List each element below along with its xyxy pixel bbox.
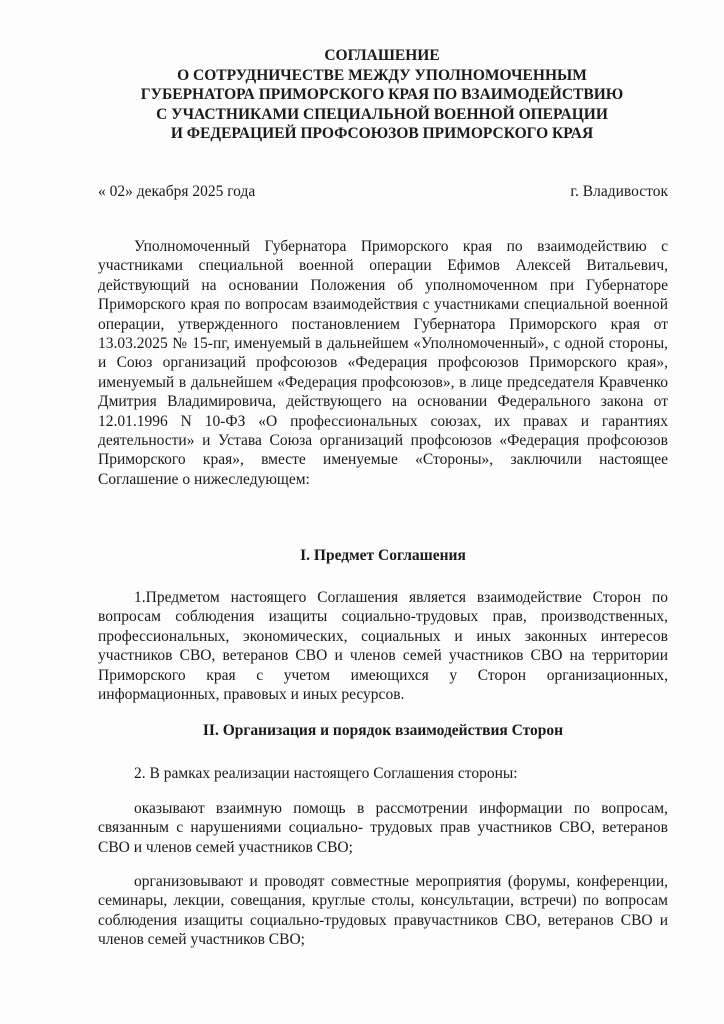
title-line-3: ГУБЕРНАТОРА ПРИМОРСКОГО КРАЯ ПО ВЗАИМОДЕЙСТВИЮ (140, 86, 624, 103)
agreement-date: « 02» декабря 2025 года (98, 183, 256, 200)
agreement-place: г. Владивосток (570, 183, 668, 200)
section-2-paragraph-4: организовывают и проводят совместные мероприятия (форумы, конференции, семинары, лекции, совещания, круглые столы, консультации, встречи) по вопросам соблюдения изащиты социально-трудовых правучастников СВО, ветеранов СВО и членов семей участников СВО; (98, 873, 668, 949)
document-title (60, 46, 704, 144)
dateline (98, 182, 668, 201)
section-2-paragraph-3: оказывают взаимную помощь в рассмотрении информации по вопросам, связанным с нарушениями социально- трудовых прав участников СВО, ветеранов СВО и членов семей участников СВО; (98, 800, 668, 856)
title-line-4: С УЧАСТНИКАМИ СПЕЦИАЛЬНОЙ ВОЕННОЙ ОПЕРАЦИИ (156, 105, 608, 123)
section-2-paragraph-2: 2. В рамках реализации настоящего Соглашения стороны: (134, 765, 518, 782)
title-line-5: И ФЕДЕРАЦИЕЙ ПРОФСОЮЗОВ ПРИМОРСКОГО КРАЯ (170, 125, 594, 142)
section-1-paragraph-1: 1.Предметом настоящего Соглашения является взаимодействие Сторон по вопросам соблюдения изащиты социально-трудовых прав, производственных, профессиональных, экономических, социальных и иных законных интересов участников СВО, ветеранов СВО и членов семей участников СВО на территории Приморского края с учетом имеющихся у Сторон организационных, информационных, правовых и иных ресурсов. (98, 589, 668, 704)
section-1-heading: I. Предмет Соглашения (300, 547, 466, 564)
title-line-1: СОГЛАШЕНИЕ (324, 47, 440, 64)
section-2-heading: II. Организация и порядок взаимодействия Сторон (202, 722, 564, 739)
preamble-paragraph: Уполномоченный Губернатора Приморского края по взаимодействию с участниками специальной военной операции Ефимов Алексей Витальевич, действующий на основании Положения об уполномоченном при Губернаторе Приморского края по вопросам взаимодействия с участниками специальной военной операции, утвержденного постановлением Губернатора Приморского края от 13.03.2025 № 15-пг, именуемый в дальнейшем «Уполномоченный», с одной стороны, и Союз организаций профсоюзов «Федерация профсоюзов Приморского края», именуемый в дальнейшем «Федерация профсоюзов», в лице председателя Кравченко Дмитрия Владимировича, действующего на основании Федерального закона от 12.01.1996 N 10-ФЗ «О профессиональных союзах, их правах и гарантиях деятельности» и Устава Союза организаций профсоюзов «Федерация профсоюзов Приморского края», вместе именуемые «Стороны», заключили настоящее Соглашение о нижеследующем: (98, 238, 668, 488)
title-line-2: О СОТРУДНИЧЕСТВЕ МЕЖДУ УПОЛНОМОЧЕННЫМ (177, 66, 587, 84)
